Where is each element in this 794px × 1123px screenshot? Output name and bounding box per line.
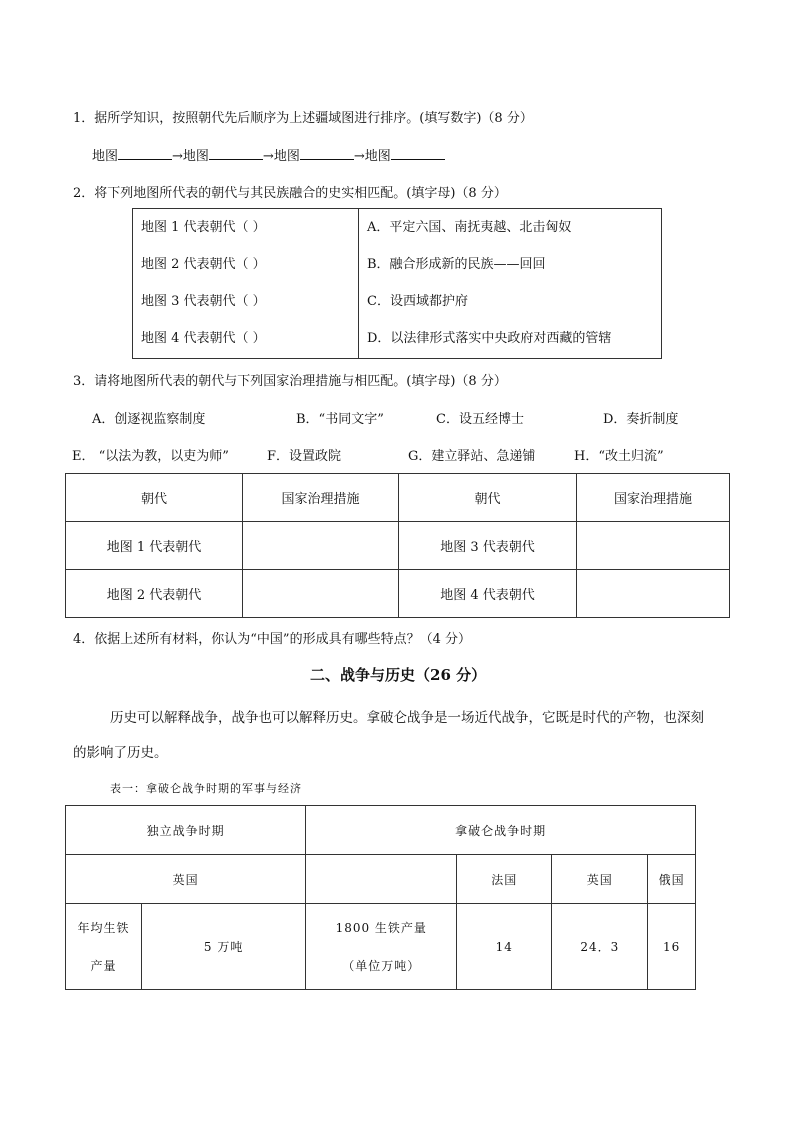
answer-cell[interactable]: [577, 570, 730, 618]
value-britain: 24．3: [552, 904, 648, 990]
table-row: [66, 522, 730, 570]
left-item: 地图 4 代表朝代（ ）: [141, 331, 266, 346]
section-paragraph-line: 历史可以解释战争，战争也可以解释历史。拿破仑战争是一场近代战争，它既是时代的产物，也深刻: [110, 710, 704, 726]
right-column: [359, 209, 662, 359]
row-label-line: 年均生铁: [77, 920, 130, 935]
option-d: D．奏折制度: [603, 412, 679, 427]
value-france: 14: [457, 904, 552, 990]
question-1-fill-line: [92, 145, 445, 164]
country-france: 法国: [457, 855, 552, 904]
table-header: 国家治理措施: [577, 474, 730, 522]
table-row: [66, 570, 730, 618]
answer-blank-1[interactable]: [118, 147, 172, 160]
option-b: B．“书同文字”: [296, 412, 384, 427]
fill-arrow: →地图: [353, 149, 391, 164]
right-item: B．融合形成新的民族——回回: [367, 257, 546, 272]
napoleon-label: [306, 904, 457, 990]
answer-blank-4[interactable]: [391, 147, 445, 160]
value-independence: 5 万吨: [142, 904, 306, 990]
row-label: [66, 904, 142, 990]
option-h: H．“改土归流”: [574, 449, 664, 464]
option-g: G．建立驿站、急递铺: [408, 449, 536, 464]
napoleon-label-line: （单位万吨）: [342, 958, 421, 973]
right-item: D．以法律形式落实中央政府对西藏的管辖: [367, 331, 612, 346]
period-napoleon: 拿破仑战争时期: [306, 806, 696, 855]
question-1-text: 1．据所学知识，按照朝代先后顺序为上述疆域图进行排序。(填写数字)（8 分）: [73, 111, 533, 126]
question-2-text: 2．将下列地图所代表的朝代与其民族融合的史实相匹配。(填字母)（8 分）: [73, 186, 507, 201]
table-cell: 地图 2 代表朝代: [66, 570, 243, 618]
option-f: F．设置政院: [267, 449, 342, 464]
table-cell: 地图 1 代表朝代: [66, 522, 243, 570]
table-cell: 地图 3 代表朝代: [399, 522, 577, 570]
answer-cell[interactable]: [577, 522, 730, 570]
table-header: 朝代: [399, 474, 577, 522]
left-column: [133, 209, 359, 359]
right-item: A．平定六国、南抚夷越、北击匈奴: [367, 220, 572, 235]
value-russia: 16: [648, 904, 696, 990]
answer-cell[interactable]: [243, 570, 399, 618]
fill-prefix: 地图: [92, 149, 119, 164]
table-header: 国家治理措施: [243, 474, 399, 522]
table-cell: 地图 4 代表朝代: [399, 570, 577, 618]
country-britain: 英国: [552, 855, 648, 904]
fill-arrow: →地图: [172, 149, 209, 164]
empty-cell: [306, 855, 457, 904]
country-britain: 英国: [66, 855, 306, 904]
option-e: E． “以法为教，以吏为师”: [72, 449, 229, 464]
left-item: 地图 3 代表朝代（ ）: [141, 294, 266, 309]
napoleon-table: [65, 805, 696, 990]
table-caption: 表一：拿破仑战争时期的军事与经济: [110, 782, 302, 795]
table-header: 朝代: [66, 474, 243, 522]
period-independence: 独立战争时期: [66, 806, 306, 855]
governance-table: [65, 473, 730, 618]
section-paragraph-line: 的影响了历史。: [73, 745, 168, 761]
answer-blank-3[interactable]: [300, 147, 354, 160]
country-russia: 俄国: [648, 855, 696, 904]
napoleon-label-line: 1800 生铁产量: [335, 920, 427, 935]
fill-arrow: →地图: [262, 149, 300, 164]
matching-table: [132, 208, 662, 359]
left-item: 地图 2 代表朝代（ ）: [141, 257, 266, 272]
option-a: A．创逐视监察制度: [92, 412, 206, 427]
question-4-text: 4．依据上述所有材料，你认为“中国”的形成具有哪些特点？（4 分）: [73, 632, 471, 647]
answer-cell[interactable]: [243, 522, 399, 570]
answer-blank-2[interactable]: [209, 147, 263, 160]
section-title: 二、战争与历史（26 分）: [310, 666, 487, 684]
row-label-line: 产量: [90, 958, 117, 973]
question-3-text: 3．请将地图所代表的朝代与下列国家治理措施与相匹配。(填字母)（8 分）: [73, 374, 507, 389]
option-c: C．设五经博士: [436, 412, 524, 427]
left-item: 地图 1 代表朝代（ ）: [141, 220, 266, 235]
right-item: C．设西域都护府: [367, 294, 468, 309]
